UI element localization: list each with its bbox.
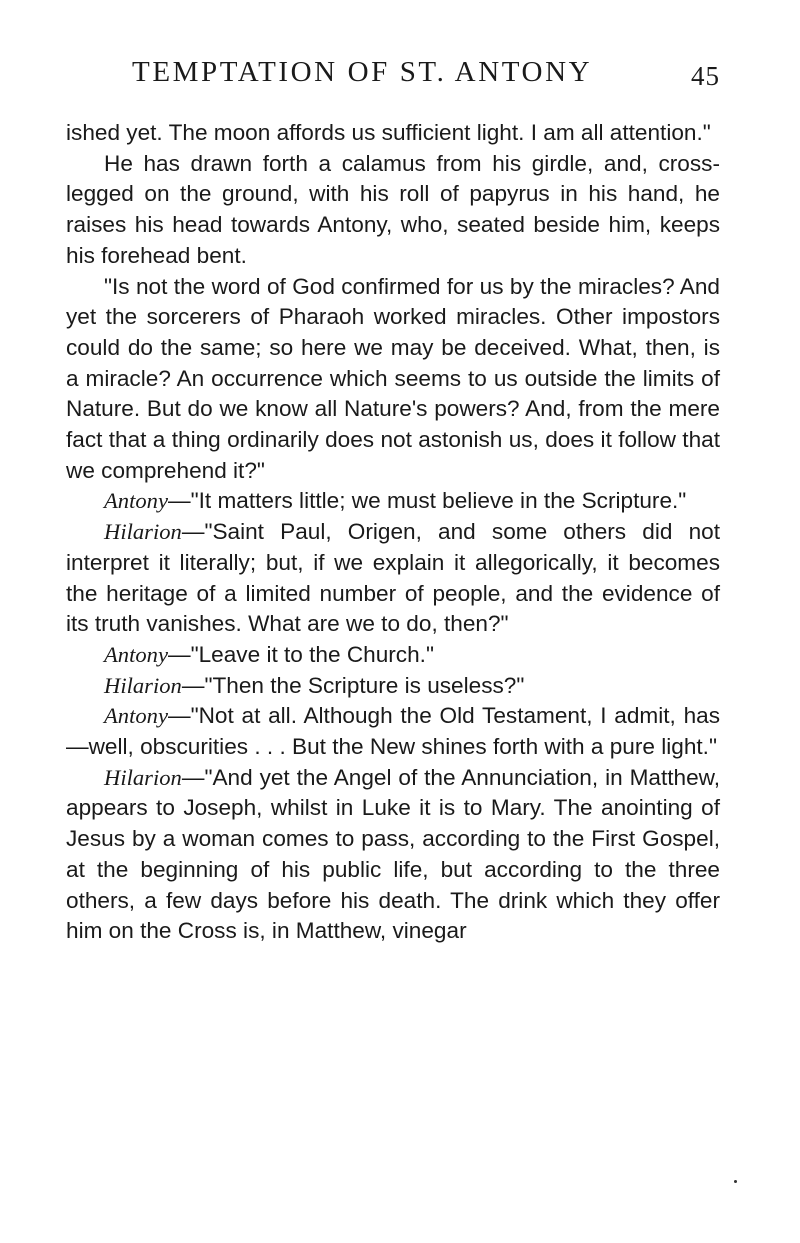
- running-title: TEMPTATION OF ST. ANTONY: [132, 56, 593, 88]
- paragraph-text: He has drawn forth a calamus from his girdle, and, cross-legged on the ground, with his roll of papyrus in his hand, he raises his head towards Antony, who, seated beside him, keeps his forehead bent.: [66, 150, 720, 268]
- speaker-name: Antony: [104, 641, 168, 667]
- paragraph-text: "Is not the word of God confirmed for us by the miracles? And yet the sorcerers of Pharaoh worked miracles. Other impostors could do the same; so here we may be deceived. What, then, is a miracle? An occurrence which seems to us outside the limits of Nature. But do we know all Nature's powers? And, from the mere fact that a thing ordinarily does not astonish us, does it follow that we comprehend it?": [66, 273, 720, 483]
- dialogue-text: "Not at all. Although the Old Testament, I admit, has—well, obscurities . . . But the New shines forth with a pure light.": [66, 703, 720, 760]
- paragraph-continuation: [66, 118, 720, 149]
- dialogue-line: [66, 517, 720, 640]
- speaker-dash: —: [168, 488, 191, 514]
- dialogue-line: [66, 701, 720, 762]
- dialogue-text: "And yet the Angel of the Annunciation, in Matthew, appears to Joseph, whilst in Luke it is to Mary. The anointing of Jesus by a woman comes to pass, according to the First Gospel, at the beginning of his public life, but according to the three others, a few days before his death. The drink which they offer him on the Cross is, in Matthew, vinegar: [66, 764, 720, 944]
- paragraph-text: ished yet. The moon affords us sufficient light. I am all attention.": [66, 120, 711, 145]
- running-head: [66, 52, 720, 102]
- page-number: 45: [691, 61, 720, 91]
- paragraph-speech: [66, 272, 720, 487]
- dialogue-line: [66, 763, 720, 947]
- speaker-dash: —: [168, 641, 191, 667]
- speaker-dash: —: [181, 672, 205, 698]
- dialogue-line: [66, 486, 720, 517]
- speaker-dash: —: [168, 703, 191, 729]
- book-page: [66, 52, 720, 947]
- paragraph-narration: [66, 149, 720, 272]
- dialogue-line: [66, 640, 720, 671]
- dialogue-text: "Saint Paul, Origen, and some others did not interpret it literally; but, if we explain it allegorically, it becomes the heritage of a limited number of people, and the evidence of its truth vanishes. What are we to do, then?": [66, 519, 720, 637]
- speaker-dash: —: [181, 764, 205, 790]
- speaker-name: Antony: [104, 703, 168, 729]
- speaker-name: Hilarion: [104, 764, 182, 790]
- speaker-name: Hilarion: [104, 672, 182, 698]
- body-text: [66, 118, 720, 947]
- printer-mark-dot: [734, 1180, 737, 1183]
- speaker-name: Hilarion: [104, 519, 182, 545]
- dialogue-text: "Leave it to the Church.": [190, 641, 434, 667]
- speaker-dash: —: [181, 519, 205, 545]
- dialogue-text: "Then the Scripture is useless?": [204, 672, 525, 698]
- speaker-name: Antony: [104, 488, 168, 514]
- dialogue-line: [66, 671, 720, 702]
- dialogue-text: "It matters little; we must believe in the Scripture.": [190, 488, 687, 514]
